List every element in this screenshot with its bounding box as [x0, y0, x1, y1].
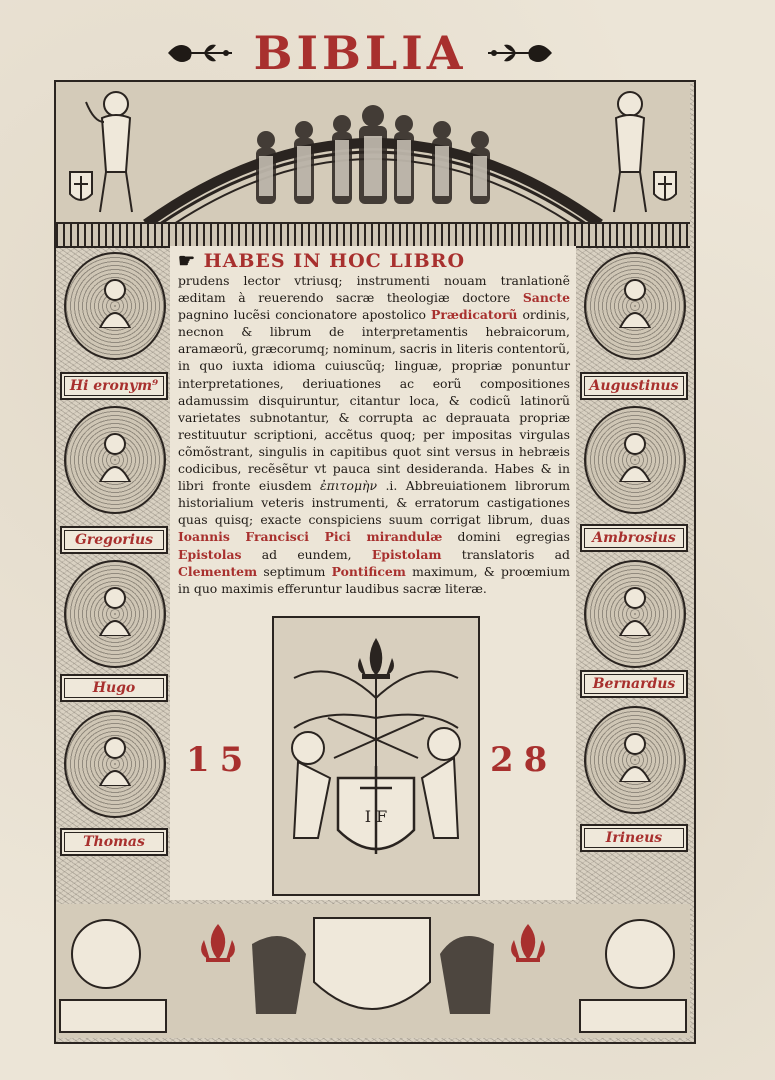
- portrait-medallion: [64, 710, 166, 818]
- year-left: 15: [186, 740, 254, 780]
- arch-woodcut: [56, 82, 690, 224]
- body-text-run: .i. Abbreuiationem librorum historialium veteris instrumenti, & erratorum castigationes quas quisq; exacte conspiciens suum corrigat librum, duas: [178, 478, 570, 528]
- portrait-medallion: [584, 252, 686, 360]
- printers-device: [272, 616, 480, 896]
- device-initials: I F: [364, 807, 388, 826]
- rubric-text: Sancte: [522, 290, 570, 306]
- saint-label-gregorius: Gregorius: [60, 526, 168, 554]
- rubric-text: Clementem: [178, 563, 258, 579]
- shield-left: [70, 172, 92, 200]
- leaf-ornament-left-icon: [164, 37, 236, 69]
- body-text-run: ad eundem,: [241, 546, 372, 562]
- saint-label-hieronymus: Hi eronym⁹: [60, 372, 168, 400]
- body-text-run: pagnino lucẽsi concionatore apostolico: [178, 307, 432, 323]
- year-right: 28: [490, 740, 558, 780]
- heading: [178, 250, 570, 272]
- portrait-medallion: [584, 406, 686, 514]
- body-text-run: maximum, & proœmium in quo maximis efferuntur laudibus sacræ literæ.: [178, 563, 571, 596]
- saint-label-bernardus: Bernardus: [580, 670, 688, 698]
- bottom-woodcut: [56, 904, 690, 1038]
- cornice-band: [56, 222, 690, 248]
- rubric-text: Epistolam: [371, 546, 442, 562]
- heading-text: HABES IN HOC LIBRO: [203, 250, 465, 272]
- shield-right: [654, 172, 676, 200]
- rubric-text: Pontificem: [331, 563, 406, 579]
- body-text-run: ordinis, necnon & librum de interpretamentis hebraicorum, aramæorũ, græcorumq; nominum, sacris in literis contentorũ, in quo iuxta idioma cuiuscũq; linguæ, propriæ ponuntur interpretationes, deriuationes ac eorũ compositiones adamussim disquiruntur, citantur loca, & codicũ latinorũ varietates subnotantur, & corrupta ac deprauata propriæ restituutur scriptioni, accẽtus quoq; per impositas virgulas cõmõstrant, singulis in capitibus quot sint versus in hebræis codicibus, recẽsẽtur vt pauca sint desideranda. Habes & in libri fronte eiusdem: [178, 307, 570, 494]
- saint-label-hugo: Hugo: [60, 674, 168, 702]
- body-text-run: translatoris ad: [441, 546, 570, 562]
- rubric-text: Epistolas: [178, 546, 242, 562]
- greek-text: ἐπιτομὴν: [320, 478, 378, 494]
- saint-label-augustinus: Augustinus: [580, 372, 688, 400]
- portrait-medallion: [584, 560, 686, 668]
- saint-label-thomas: Thomas: [60, 828, 168, 856]
- rubric-text: Ioannis Francisci Pici mirandulæ: [178, 529, 443, 545]
- portrait-medallion: [64, 252, 166, 360]
- portrait-medallion: [584, 706, 686, 814]
- title-page-text: [178, 250, 570, 597]
- body-paragraph: [178, 273, 570, 596]
- title-row: [160, 28, 560, 78]
- saint-label-ambrosius: Ambrosius: [580, 524, 688, 552]
- body-text-run: domini egregias: [442, 529, 570, 545]
- rubric-text: Prædicatorũ: [431, 307, 518, 323]
- saint-label-irineus: Irineus: [580, 824, 688, 852]
- body-text-run: prudens lector vtriusq; instrumenti nouam tranlationẽ æditam à reuerendo sacræ theologiæ doctore: [178, 273, 570, 306]
- portrait-medallion: [64, 406, 166, 514]
- hand-pointer-icon: ☛: [178, 250, 197, 272]
- portrait-medallion: [64, 560, 166, 668]
- body-text-run: septimum: [257, 563, 332, 579]
- saints-column-right: [576, 246, 690, 906]
- saints-column-left: [56, 246, 170, 906]
- book-title: BIBLIA: [253, 26, 467, 80]
- leaf-ornament-right-icon: [484, 37, 556, 69]
